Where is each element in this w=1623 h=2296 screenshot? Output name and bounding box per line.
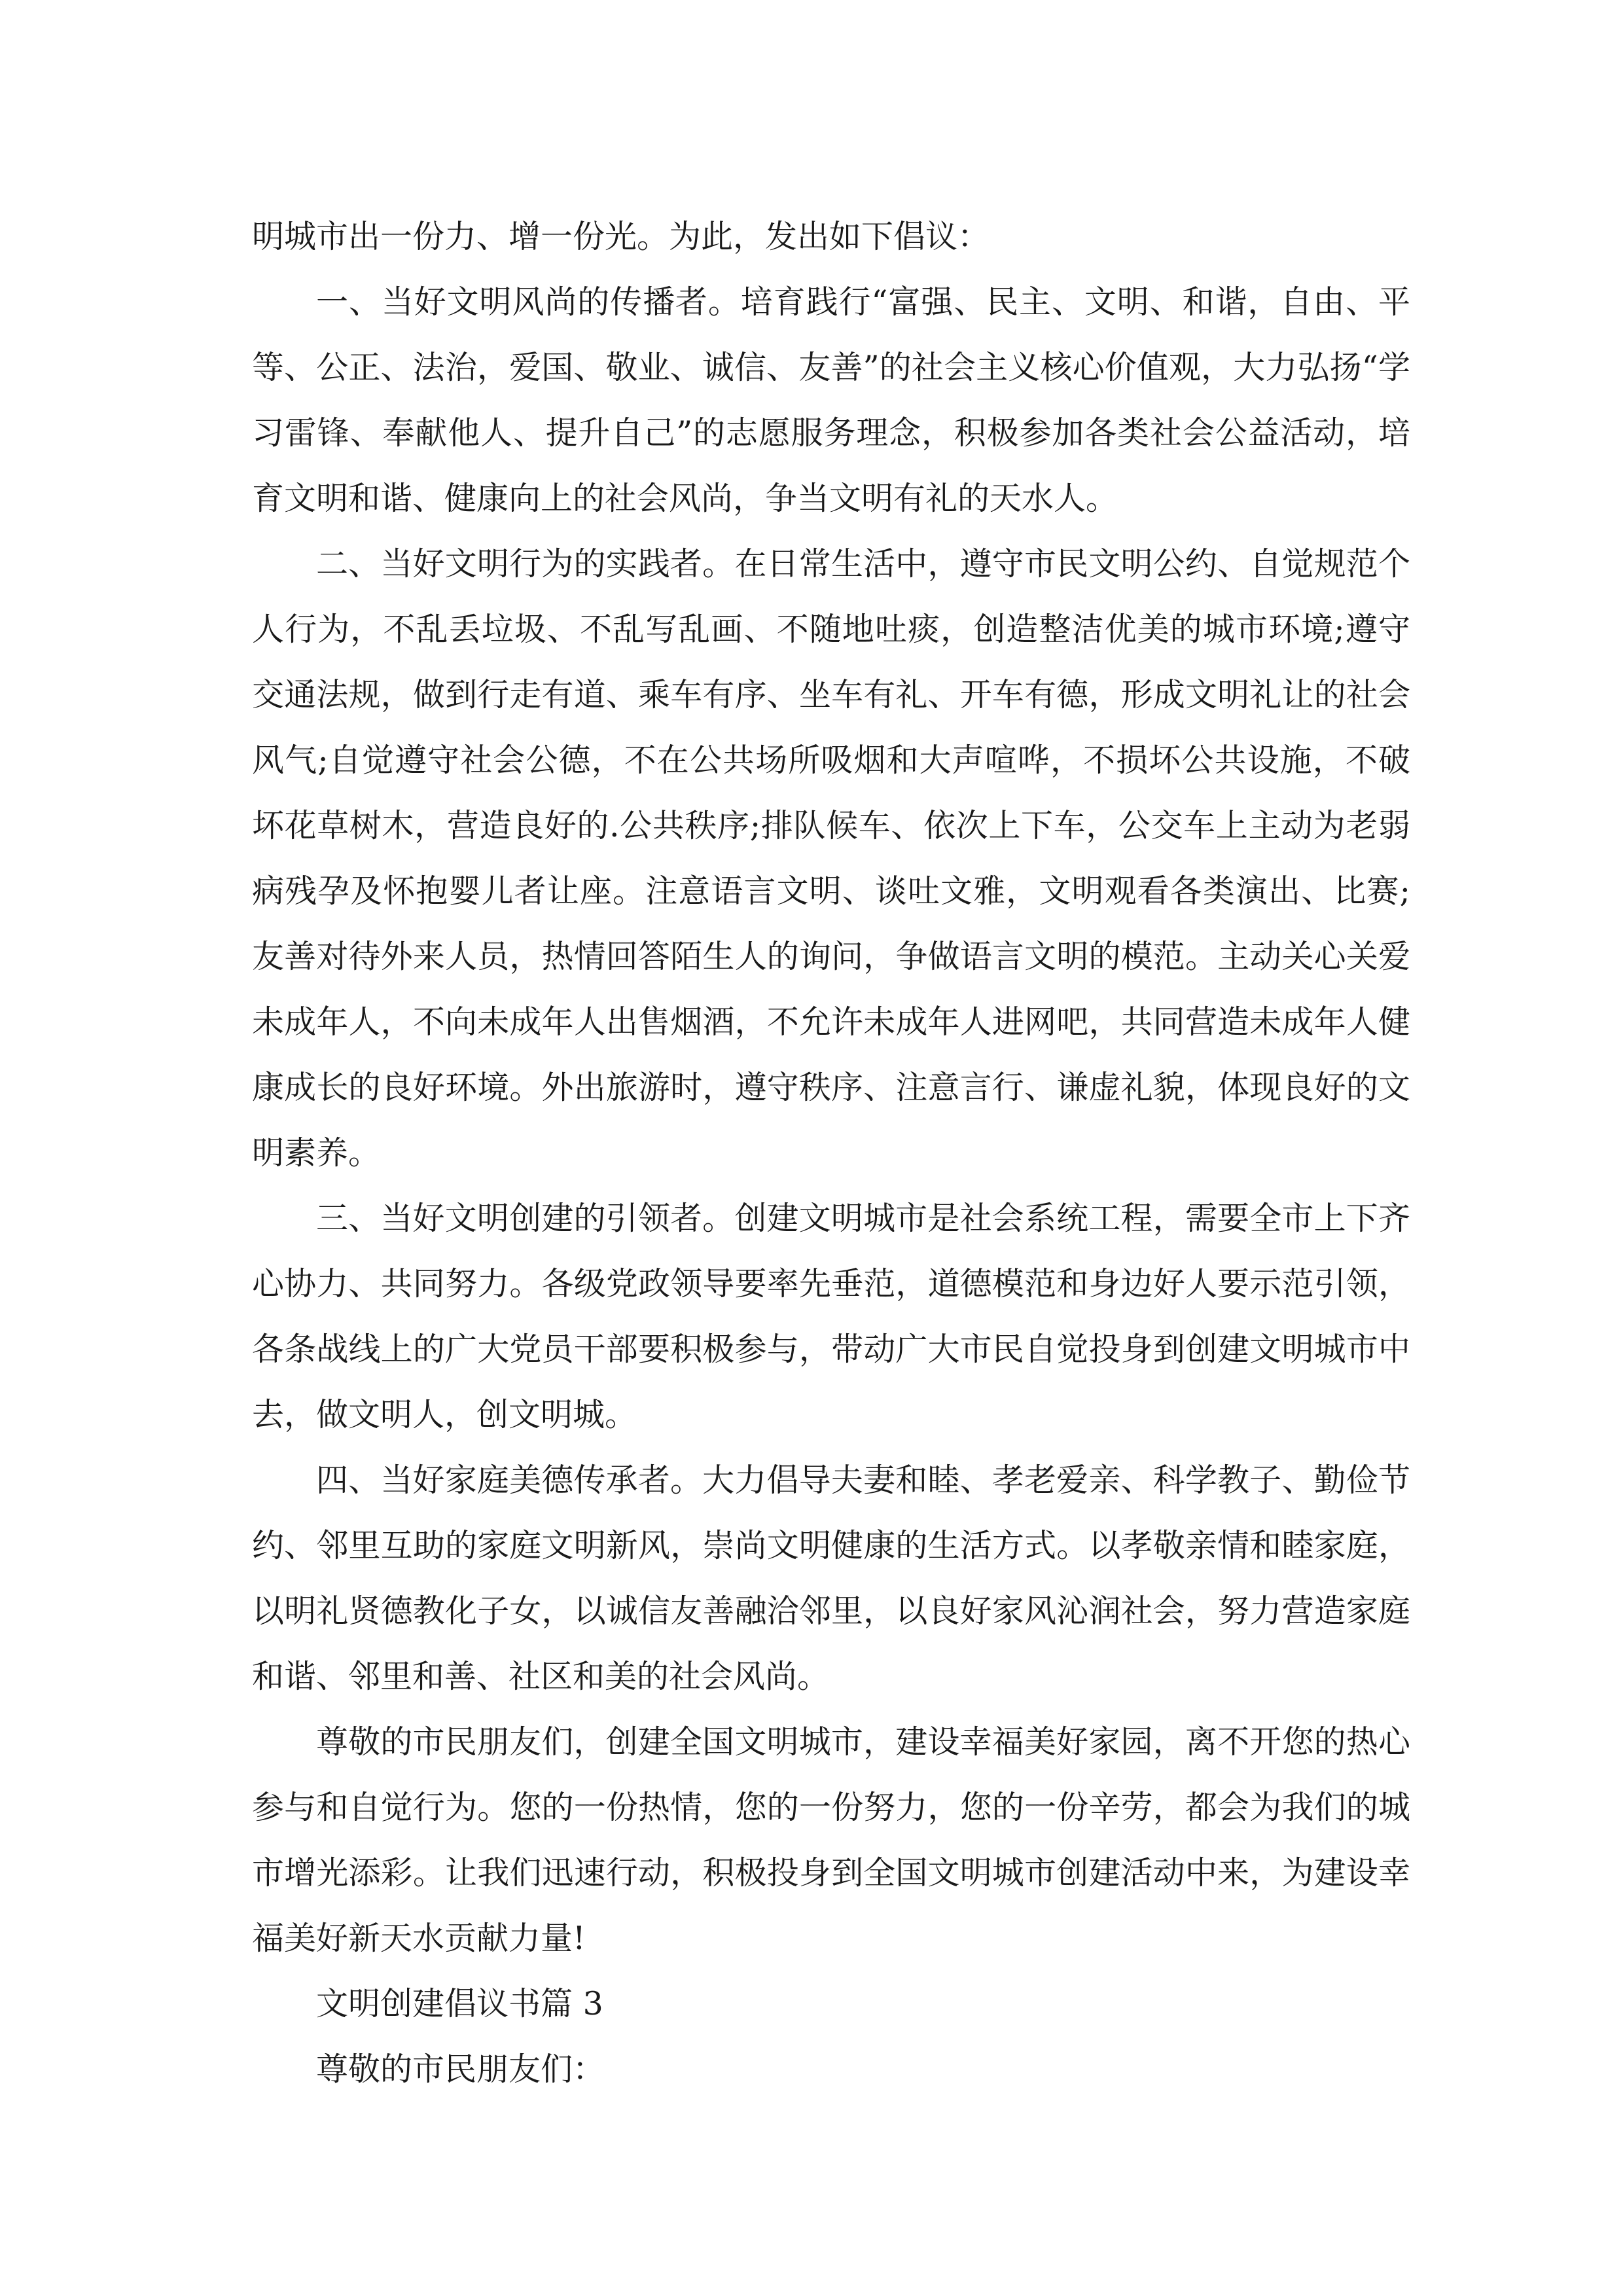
proposal-3-paragraph: 三、当好文明创建的引领者。创建文明城市是社会系统工程，需要全市上下齐心协力、共同努力。各级党政领导要率先垂范，道德模范和身边好人要示范引领，各条战线上的广大党员干部要积极参与，带动广大市民自觉投身到创建文明城市中去，做文明人，创文明城。: [252, 1200, 1410, 1433]
salutation-paragraph: 尊敬的市民朋友们：: [316, 2051, 605, 2088]
opening-fragment-paragraph: 明城市出一份力、增一份光。为此，发出如下倡议：: [252, 218, 990, 255]
document-body: [252, 204, 1410, 2102]
section-heading: 文明创建倡议书篇 3: [316, 1985, 603, 2022]
proposal-1-paragraph: 一、当好文明风尚的传播者。培育践行“富强、民主、文明、和谐，自由、平等、公正、法治，爱国、敬业、诚信、友善”的社会主义核心价值观，大力弘扬“学习雷锋、奉献他人、提升自己”的志愿服务理念，积极参加各类社会公益活动，培育文明和谐、健康向上的社会风尚，争当文明有礼的天水人。: [252, 283, 1410, 517]
closing-paragraph: 尊敬的市民朋友们，创建全国文明城市，建设幸福美好家园，离不开您的热心参与和自觉行为。您的一份热情，您的一份努力，您的一份辛劳，都会为我们的城市增光添彩。让我们迅速行动，积极投身到全国文明城市创建活动中来，为建设幸福美好新天水贡献力量!: [252, 1723, 1410, 1957]
proposal-4-paragraph: 四、当好家庭美德传承者。大力倡导夫妻和睦、孝老爱亲、科学教子、勤俭节约、邻里互助的家庭文明新风，崇尚文明健康的生活方式。以孝敬亲情和睦家庭，以明礼贤德教化子女，以诚信友善融洽邻里，以良好家风沁润社会，努力营造家庭和谐、邻里和善、社区和美的社会风尚。: [252, 1462, 1410, 1695]
proposal-2-paragraph: 二、当好文明行为的实践者。在日常生活中，遵守市民文明公约、自觉规范个人行为，不乱丢垃圾、不乱写乱画、不随地吐痰，创造整洁优美的城市环境;遵守交通法规，做到行走有道、乘车有序、坐车有礼、开车有德，形成文明礼让的社会风气;自觉遵守社会公德，不在公共场所吸烟和大声喧哗，不损坏公共设施，不破坏花草树木，营造良好的.公共秩序;排队候车、依次上下车，公交车上主动为老弱病残孕及怀抱婴儿者让座。注意语言文明、谈吐文雅，文明观看各类演出、比赛;友善对待外来人员，热情回答陌生人的询问，争做语言文明的模范。主动关心关爱未成年人，不向未成年人出售烟酒，不允许未成年人进网吧，共同营造未成年人健康成长的良好环境。外出旅游时，遵守秩序、注意言行、谦虚礼貌，体现良好的文明素养。: [252, 545, 1410, 1172]
